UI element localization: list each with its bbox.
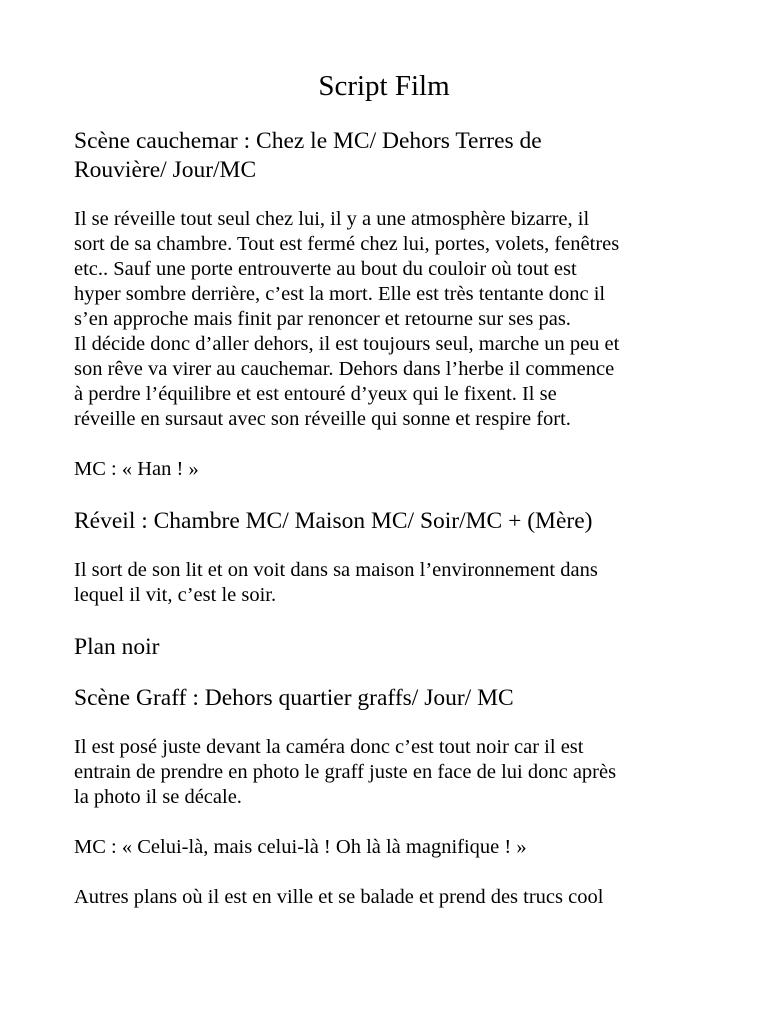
scene-paragraph-graff-end: Autres plans où il est en ville et se balade et prend des trucs cool <box>74 886 604 908</box>
dialogue-line: MC : « Han ! » <box>74 458 199 480</box>
paragraph-line: sort de sa chambre. Tout est fermé chez lui, portes, volets, fenêtres <box>74 233 620 255</box>
scene-heading-reveil: Réveil : Chambre MC/ Maison MC/ Soir/MC + (Mère) <box>74 508 593 534</box>
paragraph-line: Il décide donc d’aller dehors, il est toujours seul, marche un peu et <box>74 333 620 355</box>
scene-paragraph-graff <box>74 735 694 810</box>
paragraph-line: son rêve va virer au cauchemar. Dehors dans l’herbe il commence <box>74 358 615 380</box>
paragraph-line: Il sort de son lit et on voit dans sa maison l’environnement dans <box>74 559 598 581</box>
paragraph-line: etc.. Sauf une porte entrouverte au bout du couloir où tout est <box>74 258 577 280</box>
scene-heading-graff: Scène Graff : Dehors quartier graffs/ Jour/ MC <box>74 685 514 711</box>
paragraph-line: hyper sombre derrière, c’est la mort. Elle est très tentante donc il <box>74 283 606 305</box>
paragraph-line: lequel il vit, c’est le soir. <box>74 584 277 606</box>
paragraph-line: réveille en sursaut avec son réveille qui sonne et respire fort. <box>74 408 571 430</box>
paragraph-line: Il se réveille tout seul chez lui, il y a une atmosphère bizarre, il <box>74 208 590 230</box>
paragraph-line: s’en approche mais finit par renoncer et retourne sur ses pas. <box>74 308 571 330</box>
document-title: Script Film <box>318 70 450 102</box>
scene-paragraph-cauchemar <box>74 207 694 432</box>
paragraph-line: à perdre l’équilibre et est entouré d’yeux qui le fixent. Il se <box>74 383 557 405</box>
plan-noir-heading: Plan noir <box>74 634 160 660</box>
scene-paragraph-reveil <box>74 558 694 608</box>
scene-heading-cauchemar <box>74 127 694 185</box>
scene-heading-line: Rouvière/ Jour/MC <box>74 157 257 183</box>
dialogue-line: MC : « Celui-là, mais celui-là ! Oh là là magnifique ! » <box>74 836 527 858</box>
paragraph-line: entrain de prendre en photo le graff juste en face de lui donc après <box>74 761 617 783</box>
paragraph-line: la photo il se décale. <box>74 786 242 808</box>
paragraph-line: Il est posé juste devant la caméra donc c’est tout noir car il est <box>74 736 584 758</box>
scene-heading-line: Scène cauchemar : Chez le MC/ Dehors Terres de <box>74 128 542 154</box>
